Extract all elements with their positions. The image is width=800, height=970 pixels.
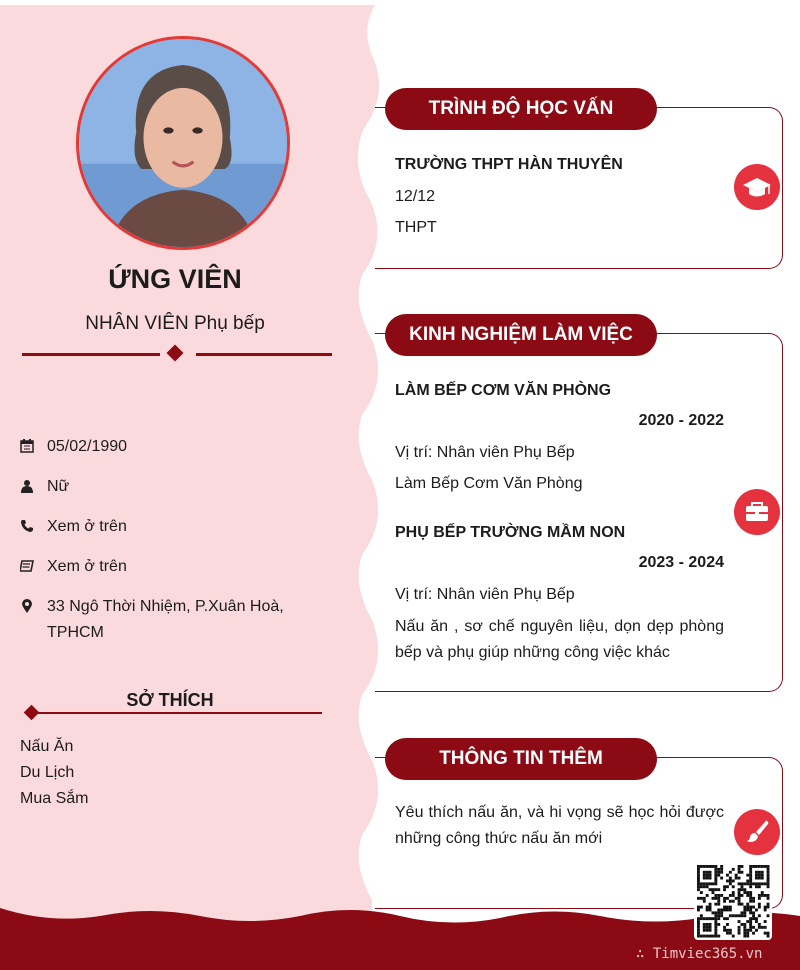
phone-icon — [20, 519, 34, 533]
location-icon — [20, 599, 34, 613]
job-position: Vị trí: Nhân viên Phụ Bếp — [395, 586, 575, 603]
job-period: 2023 - 2024 — [638, 554, 724, 571]
avatar — [76, 36, 290, 250]
contact-email — [20, 554, 340, 580]
contact-gender — [20, 474, 340, 500]
name-divider — [22, 346, 332, 364]
education-badge — [734, 164, 780, 210]
contact-birthday — [20, 434, 340, 460]
calendar-icon — [20, 439, 34, 453]
additional-title: THÔNG TIN THÊM — [385, 738, 657, 780]
hobbies-divider — [26, 707, 322, 721]
education-grade: 12/12 — [395, 188, 436, 205]
additional-badge — [734, 809, 780, 855]
hobby-item: Du Lịch — [20, 764, 75, 781]
hobby-item: Mua Sắm — [20, 790, 89, 807]
qr-code — [694, 862, 772, 940]
brand-watermark: ∴ Timviec365.vn — [636, 946, 763, 962]
paintbrush-icon — [734, 809, 780, 855]
job-company: LÀM BẾP CƠM VĂN PHÒNG — [395, 382, 612, 399]
contact-text: Xem ở trên — [47, 558, 127, 575]
job-description: Nấu ăn , sơ chế nguyên liệu, dọn dẹp phòng bếp và phụ giúp những công việc khác — [395, 618, 724, 661]
contact-text: 33 Ngô Thời Nhiệm, P.Xuân Hoà, TPHCM — [47, 598, 284, 641]
education-school: TRƯỜNG THPT HÀN THUYÊN — [395, 156, 623, 173]
contact-address — [20, 594, 340, 646]
briefcase-icon — [734, 489, 780, 535]
candidate-name: ỨNG VIÊN — [108, 264, 242, 294]
user-icon — [20, 479, 34, 493]
education-level: THPT — [395, 219, 437, 236]
hobby-item: Nấu Ăn — [20, 738, 74, 755]
job-company: PHỤ BẾP TRƯỜNG MẦM NON — [395, 524, 626, 541]
graduation-cap-icon — [734, 164, 780, 210]
job-period: 2020 - 2022 — [638, 412, 724, 429]
job-description: Làm Bếp Cơm Văn Phòng — [395, 475, 583, 492]
hobbies-title: SỞ THÍCH — [126, 690, 214, 710]
education-title: TRÌNH ĐỘ HỌC VẤN — [385, 88, 657, 130]
contact-text: Xem ở trên — [47, 518, 127, 535]
email-icon — [20, 559, 34, 573]
experience-title: KINH NGHIỆM LÀM VIỆC — [385, 314, 657, 356]
additional-text: Yêu thích nấu ăn, và hi vọng sẽ học hỏi được những công thức nấu ăn mới — [395, 804, 724, 847]
contact-phone — [20, 514, 340, 540]
education-section — [375, 107, 783, 269]
candidate-role: NHÂN VIÊN Phụ bếp — [85, 313, 265, 334]
job-position: Vị trí: Nhân viên Phụ Bếp — [395, 444, 575, 461]
contact-text: 05/02/1990 — [47, 438, 128, 455]
experience-badge — [734, 489, 780, 535]
contact-text: Nữ — [47, 478, 70, 495]
